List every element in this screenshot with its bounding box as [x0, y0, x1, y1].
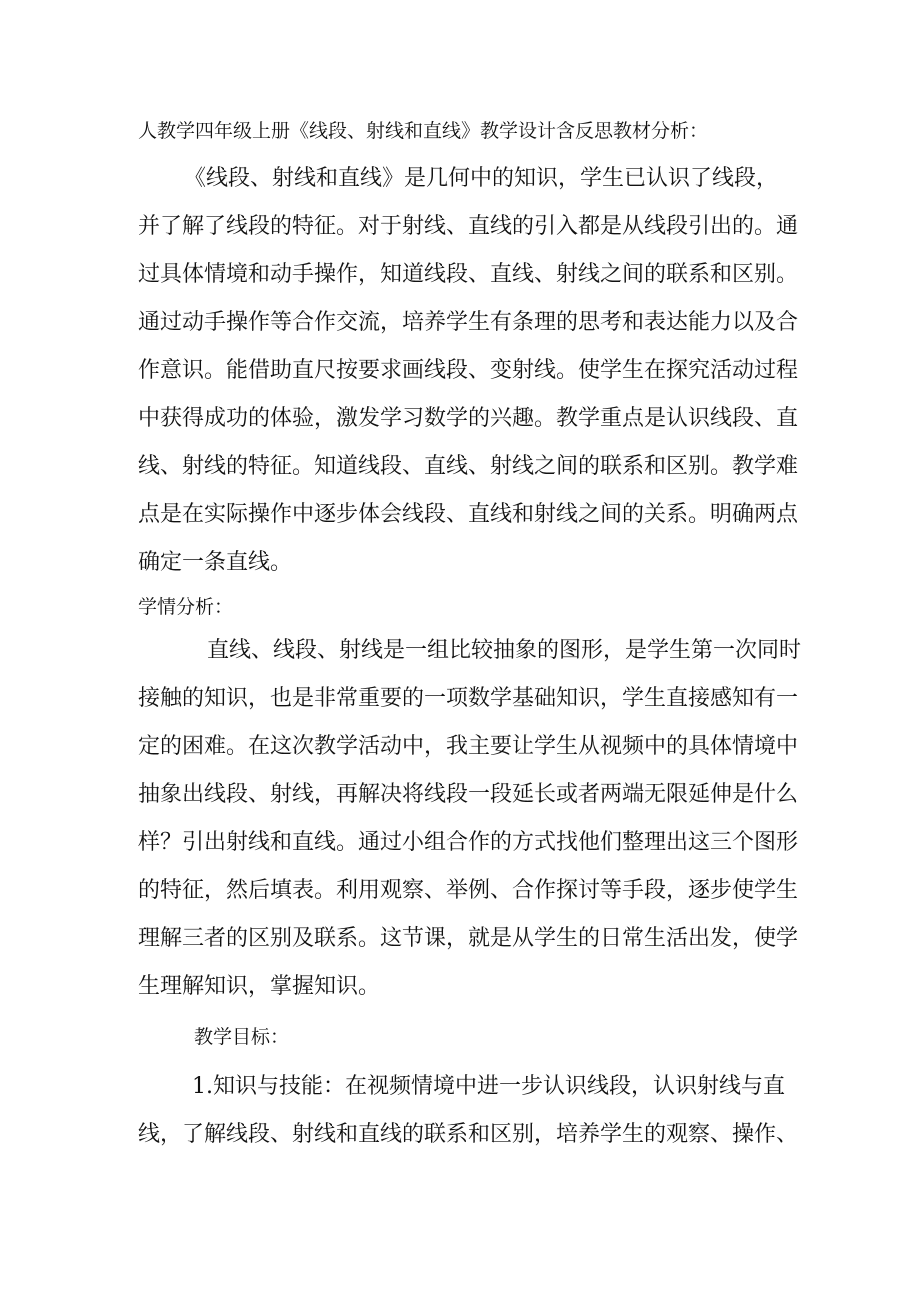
student-analysis-line: 定的困难。在这次教学活动中，我主要让学生从视频中的具体情境中: [138, 734, 799, 759]
objective-line: 1.知识与技能：在视频情境中进一步认识线段，认识射线与直: [192, 1074, 785, 1099]
textbook-analysis-line: 过具体情境和动手操作，知道线段、直线、射线之间的联系和区别。: [138, 262, 799, 287]
textbook-analysis-line: 并了解了线段的特征。对于射线、直线的引入都是从线段引出的。通: [138, 214, 799, 239]
student-analysis-line: 的特征，然后填表。利用观察、举例、合作探讨等手段，逐步使学生: [138, 878, 799, 903]
student-analysis-line: 直线、线段、射线是一组比较抽象的图形，是学生第一次同时: [207, 638, 802, 663]
textbook-analysis-line: 线、射线的特征。知道线段、直线、射线之间的联系和区别。教学难: [138, 454, 799, 479]
student-analysis-line: 接触的知识，也是非常重要的一项数学基础知识，学生直接感知有一: [138, 686, 799, 711]
objective-line: 线，了解线段、射线和直线的联系和区别，培养学生的观察、操作、: [138, 1122, 799, 1147]
textbook-analysis-line: 点是在实际操作中逐步体会线段、直线和射线之间的关系。明确两点: [138, 502, 799, 527]
textbook-analysis-line: 《线段、射线和直线》是几何中的知识，学生已认识了线段，: [184, 166, 779, 191]
textbook-analysis-line: 确定一条直线。: [138, 550, 293, 575]
student-analysis-line: 理解三者的区别及联系。这节课，就是从学生的日常生活出发，使学: [138, 926, 799, 951]
student-analysis-line: 样？引出射线和直线。通过小组合作的方式找他们整理出这三个图形: [138, 830, 799, 855]
objectives-heading: 教学目标：: [194, 1026, 290, 1048]
textbook-analysis-line: 通过动手操作等合作交流，培养学生有条理的思考和表达能力以及合: [138, 310, 799, 335]
student-analysis-line: 生理解知识，掌握知识。: [138, 974, 381, 999]
student-analysis-line: 抽象出线段、射线，再解决将线段一段延长或者两端无限延伸是什么: [138, 782, 799, 807]
document-heading: 人教学四年级上册《线段、射线和直线》教学设计含反思教材分析：: [138, 120, 709, 142]
student-analysis-heading: 学情分析：: [138, 596, 234, 618]
textbook-analysis-line: 作意识。能借助直尺按要求画线段、变射线。使学生在探究活动过程: [138, 358, 799, 383]
textbook-analysis-line: 中获得成功的体验，激发学习数学的兴趣。教学重点是认识线段、直: [138, 406, 799, 431]
